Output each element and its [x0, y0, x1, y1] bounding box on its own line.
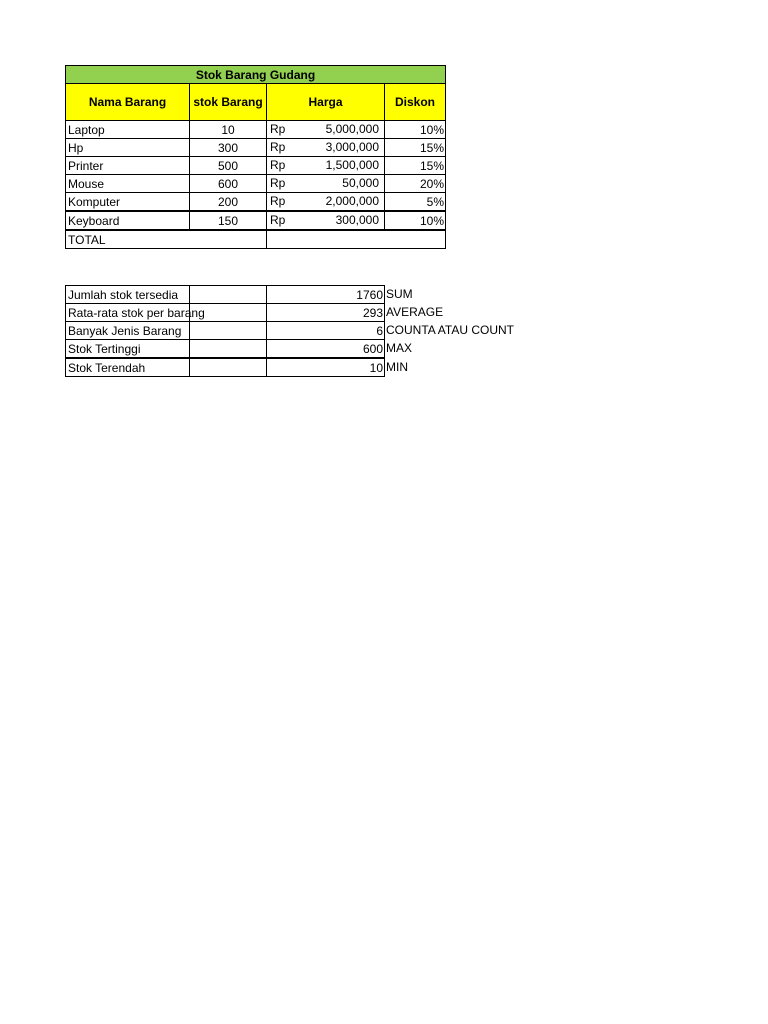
cell-stok-keyboard: 150: [189, 211, 267, 230]
cell-nama-mouse: Mouse: [65, 174, 190, 193]
cell-harga-value-printer: 1,500,000: [325, 158, 379, 172]
cell-diskon-keyboard: 10%: [384, 211, 446, 230]
cell-nama-komputer: Komputer: [65, 192, 190, 211]
summary-value-sum: 1760: [266, 285, 385, 304]
cell-stok-printer: 500: [189, 156, 267, 175]
summary-empty-min: [189, 358, 267, 377]
cell-nama-hp: Hp: [65, 138, 190, 157]
cell-harga-value-mouse: 50,000: [342, 176, 379, 190]
cell-currency-hp: Rp: [270, 140, 286, 154]
header-stok-barang-label: stok Barang: [193, 95, 263, 109]
summary-label-average: Rata-rata stok per barang: [65, 303, 190, 322]
summary-function-counta: COUNTA ATAU COUNT: [386, 323, 515, 337]
cell-currency-laptop: Rp: [270, 122, 286, 136]
summary-empty-counta: [189, 321, 267, 340]
total-value: [266, 230, 446, 249]
cell-nama-printer: Printer: [65, 156, 190, 175]
cell-harga-value-hp: 3,000,000: [325, 140, 379, 154]
cell-harga-value-laptop: 5,000,000: [325, 122, 379, 136]
cell-stok-hp: 300: [189, 138, 267, 157]
summary-empty-max: [189, 339, 267, 358]
header-stok-barang: [189, 83, 267, 121]
cell-currency-komputer: Rp: [270, 194, 286, 208]
summary-label-max: Stok Tertinggi: [65, 339, 190, 358]
summary-value-average: 293: [266, 303, 385, 322]
summary-function-min: MIN: [386, 360, 408, 374]
table-title: [65, 65, 446, 84]
cell-nama-keyboard: Keyboard: [65, 211, 190, 230]
summary-function-sum: SUM: [386, 287, 413, 301]
summary-value-counta: 6: [266, 321, 385, 340]
summary-function-average: AVERAGE: [386, 305, 444, 319]
cell-diskon-laptop: 10%: [384, 120, 446, 139]
header-nama-barang: [65, 83, 190, 121]
cell-diskon-komputer: 5%: [384, 192, 446, 211]
cell-currency-keyboard: Rp: [270, 213, 286, 227]
cell-stok-komputer: 200: [189, 192, 267, 211]
table-title-text: Stok Barang Gudang: [195, 67, 316, 82]
summary-label-counta: Banyak Jenis Barang: [65, 321, 190, 340]
cell-stok-mouse: 600: [189, 174, 267, 193]
total-label: TOTAL: [65, 230, 267, 249]
cell-currency-printer: Rp: [270, 158, 286, 172]
summary-label-min: Stok Terendah: [65, 358, 190, 377]
cell-nama-laptop: Laptop: [65, 120, 190, 139]
cell-harga-value-keyboard: 300,000: [335, 213, 379, 227]
header-nama-barang-label: Nama Barang: [88, 95, 167, 109]
summary-value-min: 10: [266, 358, 385, 377]
header-harga: [266, 83, 385, 121]
cell-diskon-printer: 15%: [384, 156, 446, 175]
cell-harga-value-komputer: 2,000,000: [325, 194, 379, 208]
summary-label-sum: Jumlah stok tersedia: [65, 285, 190, 304]
cell-diskon-hp: 15%: [384, 138, 446, 157]
cell-diskon-mouse: 20%: [384, 174, 446, 193]
cell-stok-laptop: 10: [189, 120, 267, 139]
cell-currency-mouse: Rp: [270, 176, 286, 190]
summary-empty-sum: [189, 285, 267, 304]
header-harga-label: Harga: [308, 95, 343, 109]
summary-value-max: 600: [266, 339, 385, 358]
header-diskon-label: Diskon: [394, 95, 435, 109]
summary-function-max: MAX: [386, 341, 413, 355]
header-diskon: [384, 83, 446, 121]
